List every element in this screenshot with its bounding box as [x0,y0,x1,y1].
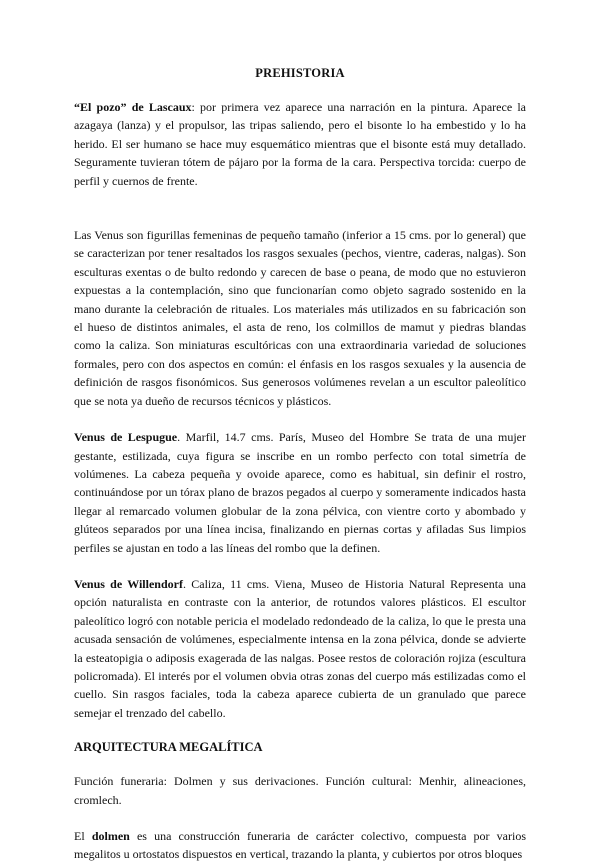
paragraph-lascaux [74,98,526,190]
paragraph-dolmen [74,827,526,864]
term-lascaux: “El pozo” de Lascaux [74,100,192,114]
paragraph-venus-lespugue [74,428,526,557]
term-venus-lespugue: Venus de Lespugue [74,430,178,445]
page-title: PREHISTORIA [255,66,345,80]
paragraph-funcion: Función funeraria: Dolmen y sus derivaciones. Función cultural: Menhir, alineaciones, cromlech. [74,774,526,807]
term-dolmen: dolmen [91,829,130,843]
text-lascaux: : por primera vez aparece una narración en la pintura. Aparece la azagaya (lanza) y el propulsor, las tripas saliendo, pero el bisonte lo ha embestido y lo ha herido. El ser humano se hace muy esquemático mientras que el bisonte está muy detallado. Seguramente tuvieran tótem de pájaro por la forma de la cara. Perspectiva torcida: cuerpo de perfil y cuernos de frente. [74,100,526,188]
dolmen-prefix: El [74,829,92,843]
section-heading-megalitica: ARQUITECTURA MEGALÍTICA [74,740,263,755]
paragraph-venus-intro: Las Venus son figurillas femeninas de pequeño tamaño (inferior a 15 cms. por lo general) que se caracterizan por tener resaltados los rasgos sexuales (pechos, vientre, caderas, nalgas). Son esculturas exentas o de bulto redondo y carecen de base o peana, de modo que no estuvieron expuestas a la contemplación, sino que funcionarían como objeto sagrado sostenido en la mano durante la celebración de rituales. Los materiales más utilizados en su fabricación son el hueso de distintos animales, el asta de reno, los colmillos de mamut y piedras blandas como la caliza. Son miniaturas escultóricas con una extraordinaria variedad de soluciones formales, pero con dos aspectos en común: el énfasis en los rasgos sexuales y la ausencia de definición de rasgos fisonómicos. Sus generosos volúmenes revelan a un escultor paleolítico que se nota ya dueño de recursos técnicos y plásticos. [74,228,526,408]
paragraph-venus-willendorf [74,575,526,722]
text-venus-willendorf: . Caliza, 11 cms. Viena, Museo de Historia Natural Representa una opción naturalista en contraste con la anterior, de rotundos valores plásticos. El escultor paleolítico logró con notable pericia el modelado redondeado de la caliza, lo que le presta una acusada sensación de volúmenes, especialmente intensa en la zona pélvica, donde se advierte la esteatopigia o adiposis exagerada de las nalgas. Posee restos de coloración rojiza (escultura policromada). El interés por el volumen obvia otras zonas del cuerpo más estilizadas como el cuello. Sin rasgos faciales, toda la cabeza aparece cubierta de un granulado que parece semejar el trenzado del cabello. [74,576,526,720]
term-venus-willendorf: Venus de Willendorf [74,576,183,591]
text-dolmen: es una construcción funeraria de carácter colectivo, compuesta por varios megalitos u ortostatos dispuestos en vertical, trazando la planta, y cubiertos por otros bloques [74,829,527,862]
text-venus-lespugue: . Marfil, 14.7 cms. París, Museo del Hombre Se trata de una mujer gestante, estilizada, cuya figura se inscribe en un rombo perfecto con total simetría de volúmenes. La cabeza pequeña y ovoide aparece, como es habitual, sin definir el rostro, continuándose por un tórax plano de brazos pegados al cuerpo y someramente indicados hasta llegar al remarcado volumen globular de la zona pélvica, con vientre corto y abombado y glúteos separados por una línea incisa, finalizando en piernas cortas y afiladas Sus limpios perfiles se ajustan en todo a las líneas del rombo que la definen. [74,430,526,555]
